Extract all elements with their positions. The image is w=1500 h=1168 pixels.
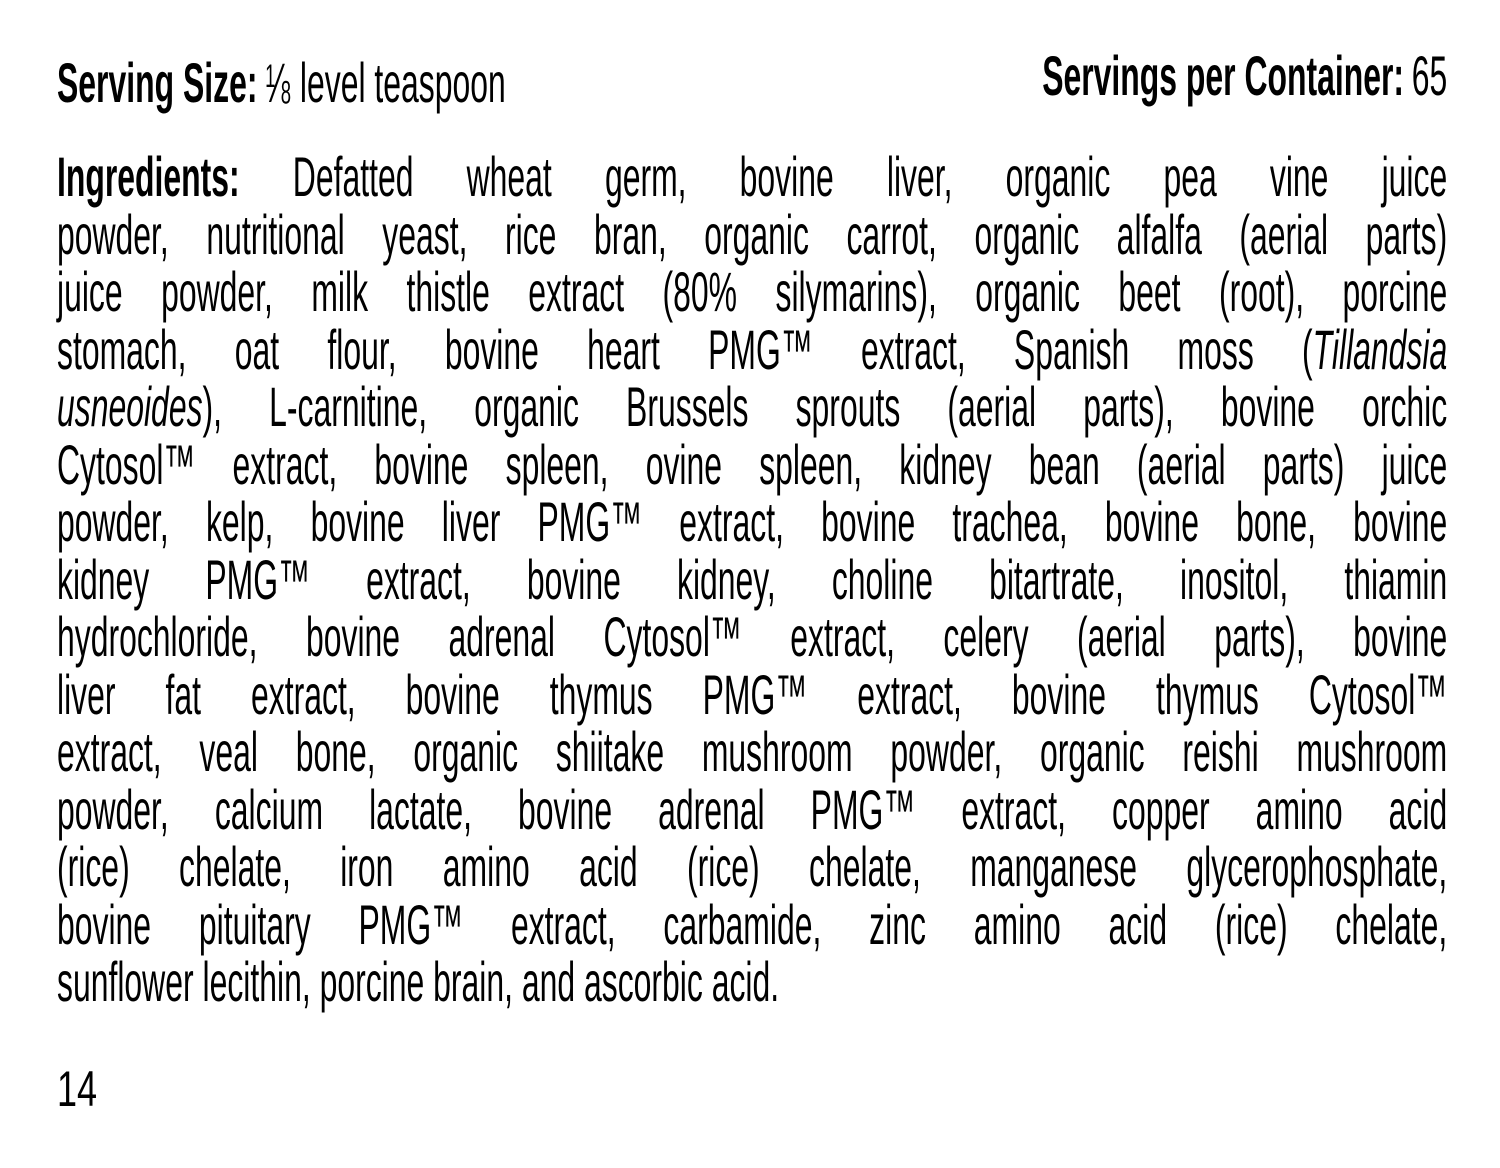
fraction-denominator: 8 [280,74,292,111]
ingredients-line [57,375,1448,438]
ingredients-text-segment: bovine pituitary PMG™ extract, carbamide, zinc amino acid (rice) chelate, [57,892,1448,956]
ingredients-text-segment: powder, kelp, bovine liver PMG™ extract, bovine trachea, bovine bone, bovine [57,490,1448,553]
ingredients-line [57,145,1448,208]
ingredients-line [57,892,1448,956]
servings-per-container-label: Servings per Container: [1042,44,1405,107]
ingredients-text-segment: (rice) chelate, iron amino acid (rice) chelate, manganese glycerophosphate, [57,835,1448,898]
ingredients-text-segment: stomach, oat flour, bovine heart PMG™ extract, Spanish moss ( [57,317,1313,381]
fraction-numerator: 1 [265,58,276,94]
serving-size [57,46,506,122]
ingredients-text-segment: powder, nutritional yeast, rice bran, organic carrot, organic alfalfa (aerial parts) [57,202,1448,266]
ingredients-text-segment: usneoides [57,375,203,438]
ingredients-text-segment: sunflower lecithin, porcine brain, and ascorbic acid. [57,950,780,1013]
page-number: 14 [57,1061,98,1117]
ingredients-paragraph [57,145,1448,1013]
fraction-slash: ⁄ [275,50,281,114]
ingredients-text-segment: kidney PMG™ extract, bovine kidney, choline bitartrate, inositol, thiamin [57,547,1448,611]
ingredients-text-segment: Defatted wheat germ, bovine liver, organic pea vine juice [239,145,1448,208]
serving-size-label: Serving Size: [57,50,258,114]
page-number-container [57,1061,98,1117]
ingredients-line [57,605,1448,668]
ingredients-text-segment: juice powder, milk thistle extract (80% silymarins), organic beet (root), porcine [57,260,1448,323]
ingredients-text-segment: powder, calcium lactate, bovine adrenal PMG™ extract, copper amino acid [57,777,1448,841]
ingredients-text-segment: hydrochloride, bovine adrenal Cytosol™ extract, celery (aerial parts), bovine [57,605,1448,668]
ingredients-text-segment: ), L-carnitine, organic Brussels sprouts (aerial parts), bovine orchic [202,375,1448,438]
ingredients-line [57,202,1448,266]
ingredients-text-segment: Cytosol™ extract, bovine spleen, ovine spleen, kidney bean (aerial parts) juice [57,432,1448,496]
ingredients-line [57,490,1448,553]
ingredients-line [57,662,1448,726]
ingredients-line [57,835,1448,898]
servings-per-container [1042,46,1447,122]
ingredients-line [57,720,1448,783]
servings-per-container-value: 65 [1411,44,1448,107]
ingredients-text-segment: liver fat extract, bovine thymus PMG™ extract, bovine thymus Cytosol™ [57,662,1448,726]
ingredients-text-segment: extract, veal bone, organic shiitake mushroom powder, organic reishi mushroom [57,720,1448,783]
ingredients-line [57,777,1448,841]
ingredients-line [57,317,1448,381]
serving-size-fraction [265,51,291,114]
ingredients-line [57,260,1448,323]
ingredients-line [57,432,1448,496]
ingredients-text-segment: Tillandsia [1312,317,1448,381]
serving-size-unit: level teaspoon [299,50,506,114]
ingredients-line [57,547,1448,611]
ingredients-heading: Ingredients: [57,145,240,208]
ingredients-line [57,950,1447,1013]
serving-info-row [57,46,1447,122]
